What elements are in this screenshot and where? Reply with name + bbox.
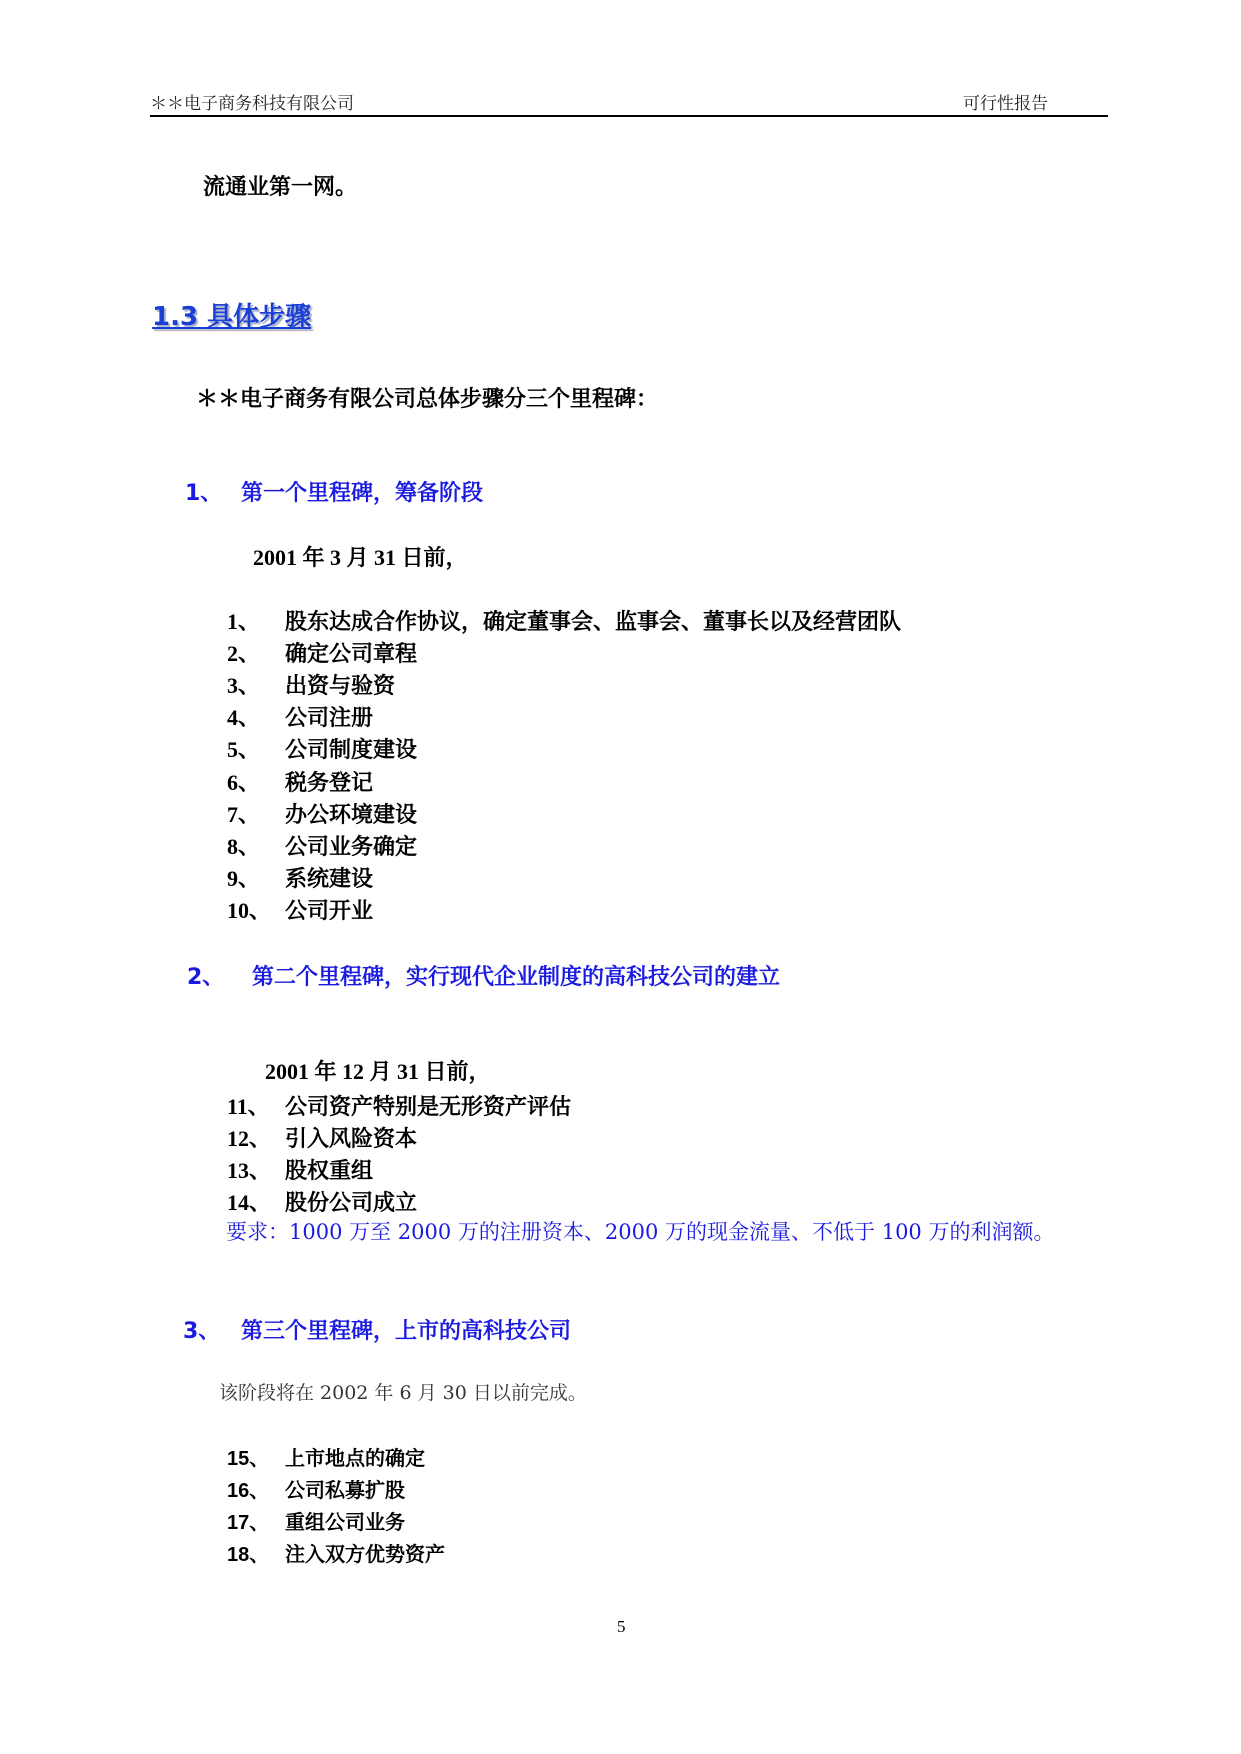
list-item-text: 系统建设 (285, 867, 374, 892)
list-item (227, 669, 395, 700)
list-item-text: 公司私募扩股 (285, 1478, 405, 1502)
list-item (227, 1122, 417, 1153)
page-number: 5 (617, 1617, 626, 1636)
list-item-number: 14、 (227, 1190, 272, 1215)
list-item-text: 出资与验资 (285, 674, 396, 699)
milestone-2-number: 2、 (187, 965, 225, 990)
list-item-text: 引入风险资本 (285, 1127, 418, 1152)
list-item-number: 6、 (227, 770, 261, 795)
milestone-1-title: 第一个里程碑，筹备阶段 (241, 481, 484, 506)
list-item-text: 股份公司成立 (285, 1191, 418, 1216)
milestone-3-number: 3、 (183, 1319, 221, 1344)
milestone-3-note: 该阶段将在 2002 年 6 月 30 日以前完成。 (219, 1382, 587, 1404)
list-item-number: 12、 (227, 1126, 272, 1151)
list-item-number: 17、 (227, 1512, 270, 1534)
list-item (227, 605, 901, 636)
intro-line: 流通业第一网。 (203, 175, 358, 200)
list-item (227, 701, 373, 732)
list-item (227, 766, 373, 797)
list-item-text: 公司业务确定 (285, 835, 418, 860)
list-item-text: 公司注册 (285, 706, 374, 731)
milestone-3-title: 第三个里程碑，上市的高科技公司 (241, 1319, 572, 1344)
list-item-text: 股权重组 (285, 1159, 374, 1184)
list-item (227, 862, 373, 893)
list-item-number: 16、 (227, 1480, 270, 1502)
list-item-text: 公司开业 (285, 899, 374, 924)
list-item-number: 10、 (227, 898, 272, 923)
list-item-text: 注入双方优势资产 (285, 1542, 445, 1566)
list-item (227, 1538, 445, 1567)
milestone-1-number: 1、 (185, 481, 223, 506)
list-item-number: 2、 (227, 641, 261, 666)
milestone-2-requirement: 要求：1000 万至 2000 万的注册资本、2000 万的现金流量、不低于 100 万的利润额。 (226, 1220, 1055, 1244)
list-item (227, 1186, 417, 1217)
milestone-2-deadline: 2001 年 12 月 31 日前， (265, 1059, 491, 1084)
list-item-number: 3、 (227, 673, 261, 698)
list-item-number: 1、 (227, 609, 261, 634)
list-item-number: 4、 (227, 705, 261, 730)
list-item (227, 1154, 373, 1185)
milestone-2-title: 第二个里程碑，实行现代企业制度的高科技公司的建立 (252, 965, 781, 990)
list-item-text: 确定公司章程 (285, 642, 418, 667)
list-item (227, 637, 417, 668)
list-item (227, 733, 417, 764)
header-doc-type: 可行性报告 (963, 94, 1048, 114)
list-item-text: 办公环境建设 (285, 803, 418, 828)
section-title: 1.3 具体步骤 (152, 302, 312, 332)
overview-text: ＊＊电子商务有限公司总体步骤分三个里程碑： (196, 387, 659, 412)
list-item-text: 股东达成合作协议，确定董事会、监事会、董事长以及经营团队 (285, 610, 902, 635)
list-item-number: 8、 (227, 834, 261, 859)
list-item (227, 798, 417, 829)
list-item (227, 1442, 425, 1471)
list-item-text: 税务登记 (285, 771, 374, 796)
list-item-number: 9、 (227, 866, 261, 891)
list-item-number: 5、 (227, 737, 261, 762)
list-item-number: 13、 (227, 1158, 272, 1183)
header-company: ＊＊电子商务科技有限公司 (150, 94, 354, 114)
list-item (227, 894, 373, 925)
list-item (227, 1506, 405, 1535)
list-item-text: 公司制度建设 (285, 738, 418, 763)
list-item-number: 15、 (227, 1448, 270, 1470)
list-item-text: 公司资产特别是无形资产评估 (285, 1095, 572, 1120)
list-item (227, 830, 417, 861)
list-item-text: 重组公司业务 (285, 1510, 405, 1534)
header-rule (150, 115, 1108, 117)
list-item (227, 1474, 405, 1503)
list-item-number: 7、 (227, 802, 261, 827)
list-item-number: 11、 (227, 1094, 270, 1119)
list-item-text: 上市地点的确定 (285, 1446, 425, 1470)
list-item (227, 1090, 571, 1121)
milestone-1-deadline: 2001 年 3 月 31 日前， (253, 545, 468, 570)
list-item-number: 18、 (227, 1544, 270, 1566)
